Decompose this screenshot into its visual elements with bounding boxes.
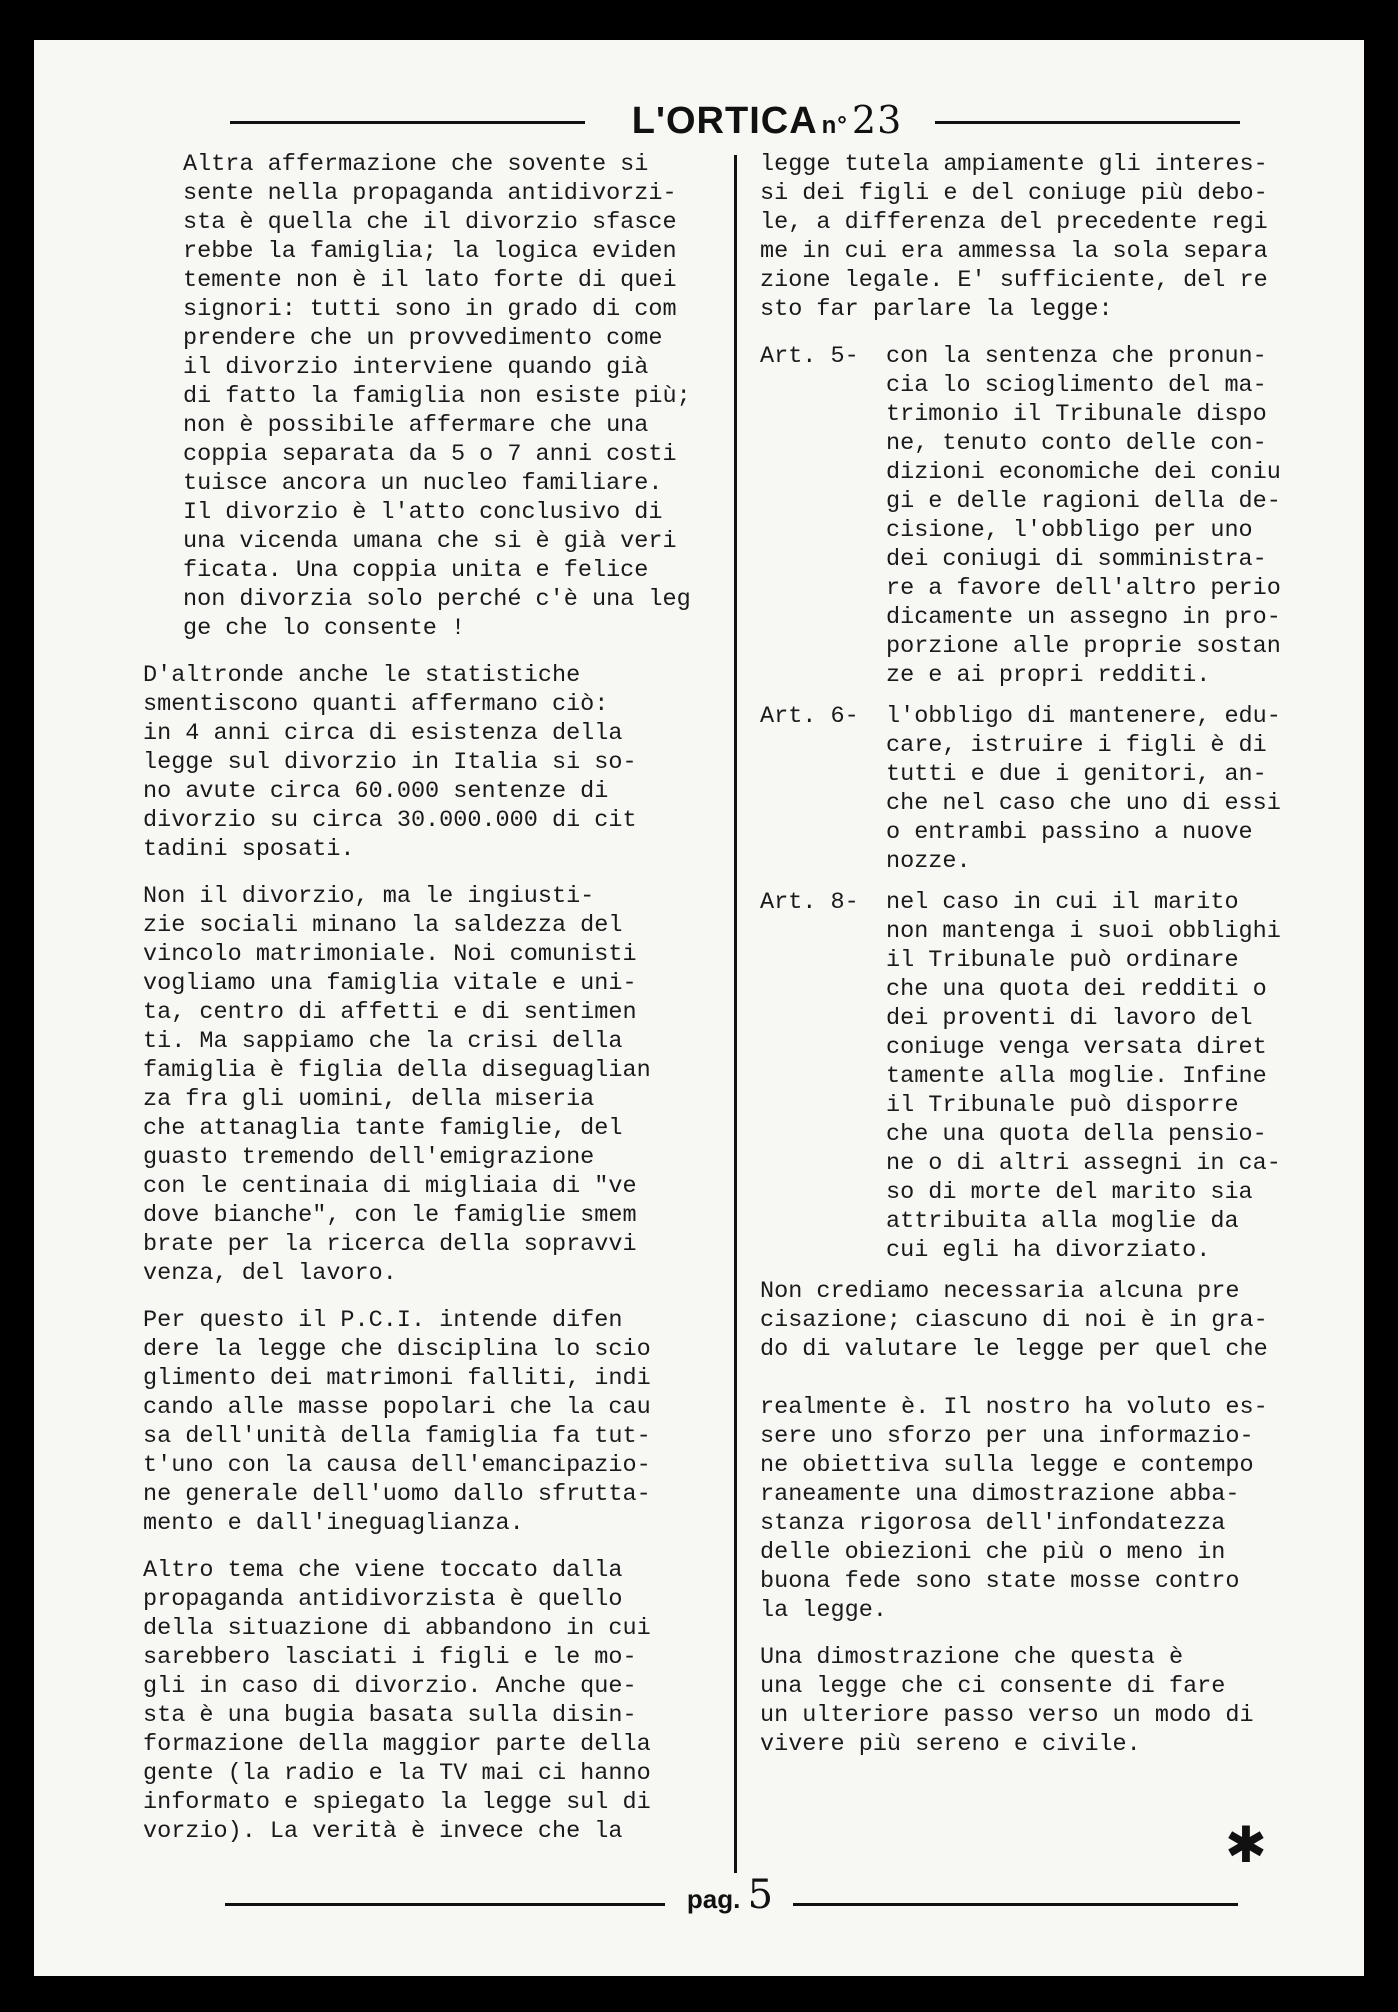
right-column	[760, 150, 1325, 1777]
page-label: pag.	[686, 1884, 741, 1914]
issue-number: 23	[851, 98, 903, 142]
article-label: Art. 6-	[760, 703, 859, 730]
article-text: l'obbligo di mantenere, edu- care, istruire i figli è di tutti e due i genitori, an- che nel caso che uno di essi o entrambi passino a nuove nozze.	[886, 703, 1281, 875]
article-label: Art. 5-	[760, 343, 859, 370]
issue-prefix: n°	[821, 112, 848, 139]
left-paragraph-2: D'altronde anche le statistiche smentiscono quanti affermano ciò: in 4 anni circa di esistenza della legge sul divorzio in Italia si so- no avute circa 60.000 sentenze di divorzio su circa 30.000.000 di cit tadini sposati.	[143, 662, 637, 863]
left-paragraph-4: Per questo il P.C.I. intende difen dere la legge che disciplina lo scio glimento dei matrimoni falliti, indi cando alle masse popolari che la cau sa dell'unità della famiglia fa tut- t'uno con la causa dell'emancipazio- ne generale dell'uomo dallo sfrutta- mento e dall'ineguaglianza.	[143, 1307, 651, 1537]
right-closing-2: Una dimostrazione che questa è una legge che ci consente di fare un ulteriore passo verso un modo di vivere più sereno e civile.	[760, 1644, 1254, 1758]
column-divider	[734, 155, 737, 1873]
left-paragraph-1: Altra affermazione che sovente si sente nella propaganda antidivorzi- sta è quella che il divorzio sfasce rebbe la famiglia; la logica eviden temente non è il lato forte di quei signori: tutti sono in grado di com prendere che un provvedimento come il divorzio interviene quando già di fatto la famiglia non esiste più; non è possibile affermare che una coppia separata da 5 o 7 anni costi tuisce ancora un nucleo familiare. Il divorzio è l'atto conclusivo di una vicenda umana che si è già veri ficata. Una coppia unita e felice non divorzia solo perché c'è una leg ge che lo consente !	[183, 151, 691, 642]
article-6	[760, 702, 1325, 876]
masthead	[612, 98, 922, 143]
footer-rule-left	[225, 1903, 665, 1906]
right-intro: legge tutela ampiamente gli interes- si dei figli e del coniuge più debo- le, a differenza del precedente regi me in cui era ammessa la sola separa zione legale. E' sufficiente, del re sto far parlare la legge:	[760, 151, 1268, 323]
left-column	[143, 150, 703, 1864]
article-text: nel caso in cui il marito non mantenga i suoi obblighi il Tribunale può ordinare che una quota dei redditi o dei proventi di lavoro del coniuge venga versata diret tamente alla moglie. Infine il Tribunale può disporre che una quota della pensio- ne o di altri assegni in ca- so di morte del marito sia attribuita alla moglie da cui egli ha divorziato.	[886, 889, 1281, 1264]
article-8	[760, 888, 1325, 1265]
page-number-value: 5	[747, 1872, 774, 1918]
page-number	[670, 1872, 790, 1918]
header-rule-left	[230, 121, 585, 124]
asterisk-ornament-icon: ✱	[1225, 1816, 1267, 1874]
article-text: con la sentenza che pronun- cia lo scioglimento del ma- trimonio il Tribunale dispo ne, tenuto conto delle con- dizioni economiche dei coniu gi e delle ragioni della de- cisione, l'obbligo per uno dei coniugi di somministra- re a favore dell'altro perio dicamente un assegno in pro- porzione alle proprie sostan ze e ai propri redditi.	[886, 343, 1281, 689]
footer-rule-right	[793, 1903, 1238, 1906]
header-rule-right	[935, 121, 1240, 124]
masthead-title: L'ORTICA	[631, 100, 818, 142]
article-label: Art. 8-	[760, 889, 859, 916]
right-closing-1: Non crediamo necessaria alcuna pre cisazione; ciascuno di noi è in gra- do di valutare le legge per quel che realmente è. Il nostro ha voluto es- sere uno sforzo per una informazio- ne obiettiva sulla legge e contempo raneamente una dimostrazione abba- stanza rigorosa dell'infondatezza delle obiezioni che più o meno in buona fede sono state mosse contro la legge.	[760, 1278, 1268, 1624]
left-paragraph-3: Non il divorzio, ma le ingiusti- zie sociali minano la saldezza del vincolo matrimoniale. Noi comunisti vogliamo una famiglia vitale e uni- ta, centro di affetti e di sentimen ti. Ma sappiamo che la crisi della famiglia è figlia della diseguaglian za fra gli uomini, della miseria che attanaglia tante famiglie, del guasto tremendo dell'emigrazione con le centinaia di migliaia di "ve dove bianche", con le famiglie smem brate per la ricerca della sopravvi venza, del lavoro.	[143, 883, 651, 1287]
left-paragraph-5: Altro tema che viene toccato dalla propaganda antidivorzista è quello della situazione di abbandono in cui sarebbero lasciati i figli e le mo- gli in caso di divorzio. Anche que- sta è una bugia basata sulla disin- formazione della maggior parte della gente (la radio e la TV mai ci hanno informato e spiegato la legge sul di vorzio). La verità è invece che la	[143, 1557, 651, 1845]
article-5	[760, 342, 1325, 690]
